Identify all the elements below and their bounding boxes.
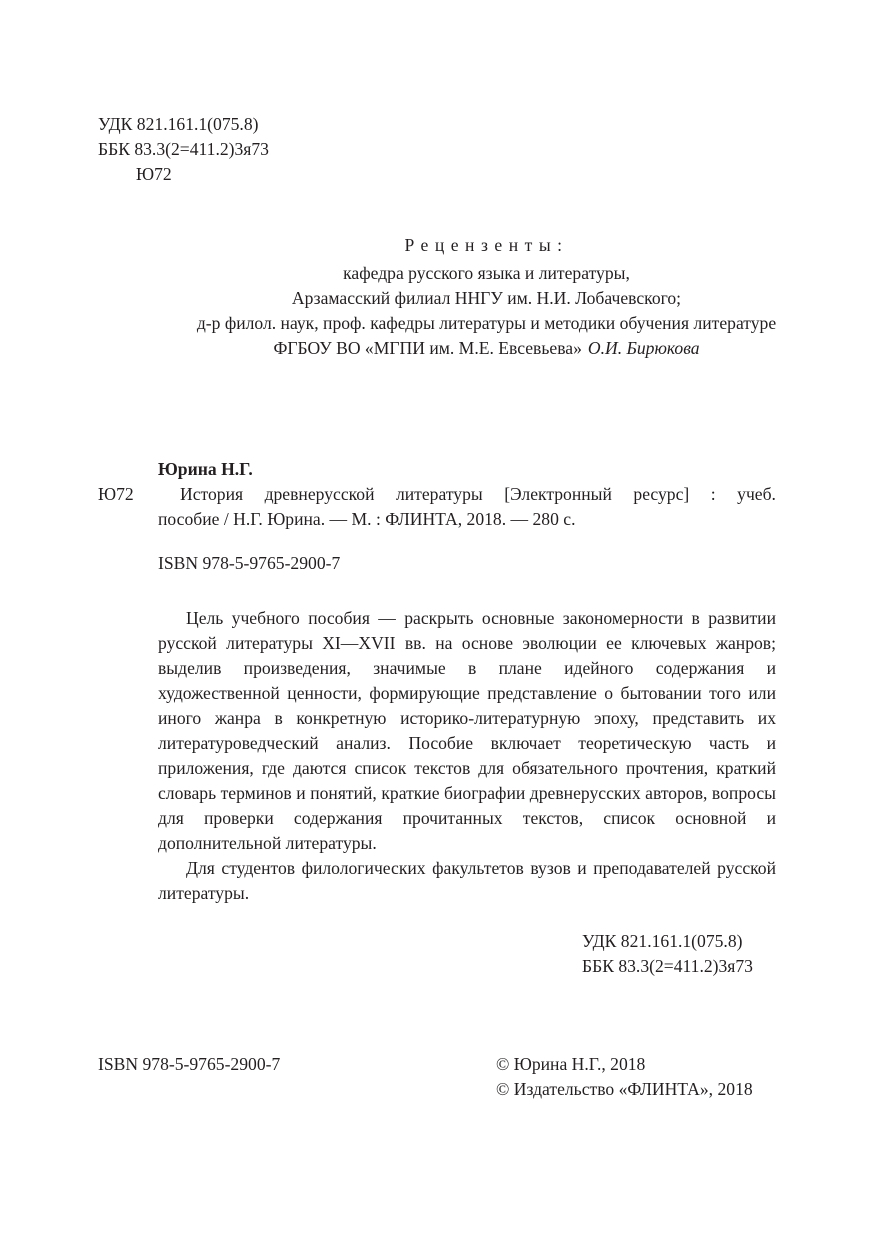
- abstract-paragraph-1: Цель учебного пособия — раскрыть основные закономерности в развитии русской литературы XI—XVII вв. на основе эволюции ее ключевых жанров; выделив произведения, значимые в плане идейного содержания и художественной ценности, формирующие представление о бытовании того или иного жанра в конкретную историко-литературную эпоху, представить их литературоведческий анализ. Пособие включает теоретическую часть и приложения, где даются список текстов для обязательного прочтения, краткий словарь терминов и понятий, краткие биографии древнерусских авторов, вопросы для проверки содержания прочитанных текстов, список основной и дополнительной литературы.: [158, 608, 776, 853]
- reviewer-line-3: д-р филол. наук, проф. кафедры литературы и методики обучения литературе: [196, 313, 777, 333]
- title-word: [Электронный: [504, 484, 612, 504]
- reviewer-line-4: [98, 336, 875, 361]
- catalog-card: [98, 457, 776, 576]
- abstract-paragraph-2: Для студентов филологических факультетов вузов и преподавателей русской литературы.: [158, 858, 776, 903]
- classification-right: [582, 929, 753, 979]
- abstract: [158, 606, 776, 906]
- udc-code-right: УДК 821.161.1(075.8): [582, 931, 743, 951]
- reviewer-line-2: Арзамасский филиал ННГУ им. Н.И. Лобачевского;: [291, 288, 682, 308]
- reviewers-block: [98, 233, 875, 361]
- title-word: древнерусской: [264, 484, 375, 504]
- udc-code: УДК 821.161.1(075.8): [98, 114, 259, 134]
- title-word: История: [180, 484, 244, 504]
- reviewers-heading: Рецензенты:: [404, 235, 569, 255]
- title-word: ресурс]: [633, 484, 690, 504]
- author-sign-code: Ю72: [136, 164, 172, 184]
- copyright-block: [496, 1052, 753, 1102]
- card-code: Ю72: [98, 484, 134, 504]
- footer-isbn: ISBN 978-5-9765-2900-7: [98, 1054, 281, 1074]
- classification-block: [98, 112, 269, 187]
- card-title-continuation: пособие / Н.Г. Юрина. — М. : ФЛИНТА, 2018. — 280 с.: [158, 509, 576, 529]
- card-title: [158, 482, 776, 507]
- card-isbn: ISBN 978-5-9765-2900-7: [158, 553, 341, 573]
- reviewer-name: О.И. Бирюкова: [587, 338, 700, 358]
- card-author: Юрина Н.Г.: [158, 459, 253, 479]
- bbk-code-right: ББК 83.3(2=411.2)3я73: [582, 956, 753, 976]
- title-word: :: [710, 484, 716, 504]
- reviewer-organization: ФГБОУ ВО «МГПИ им. М.Е. Евсевьева»: [273, 338, 582, 358]
- title-word: учеб.: [737, 484, 776, 504]
- title-word: литературы: [395, 484, 483, 504]
- reviewer-line-1: кафедра русского языка и литературы,: [343, 263, 630, 283]
- bbk-code: ББК 83.3(2=411.2)3я73: [98, 139, 269, 159]
- copyright-author: © Юрина Н.Г., 2018: [496, 1054, 646, 1074]
- copyright-publisher: © Издательство «ФЛИНТА», 2018: [496, 1079, 753, 1099]
- card-title-row: [98, 482, 776, 507]
